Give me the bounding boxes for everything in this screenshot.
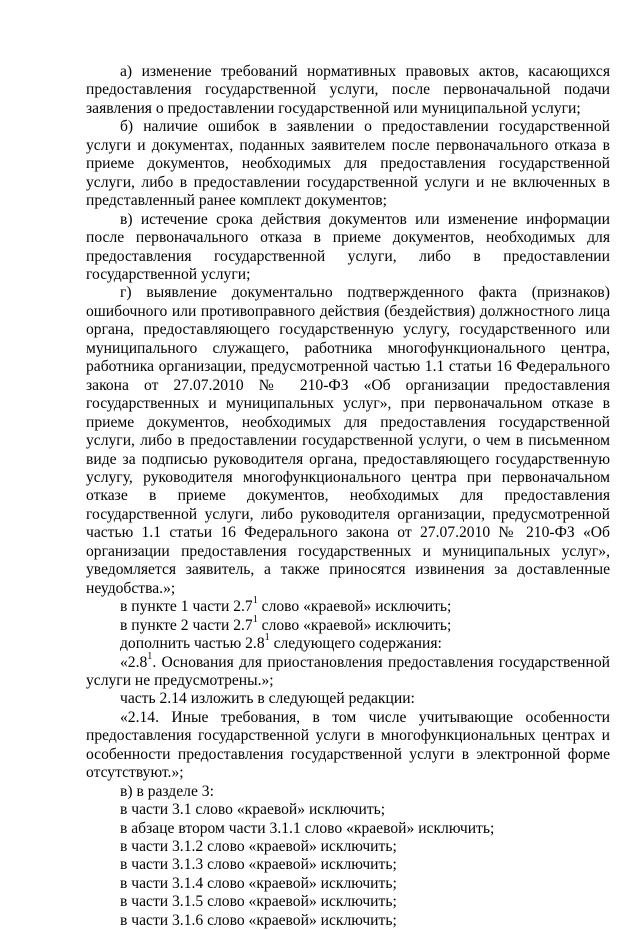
text-segment: в пункте 1 части 2.7 — [120, 598, 253, 616]
paragraph-part-3-1-2: в части 3.1.2 слово «краевой» исключить; — [120, 838, 397, 856]
paragraph-a: а) изменение требований нормативных правовых актов, касающихся предоставления государственной услуги, после первоначальной подачи заявления о предоставлении государственной или муниципальной услуги; — [86, 63, 610, 117]
paragraph-part-2-8-1-content — [86, 650, 610, 691]
paragraph-part-2-14-intro: часть 2.14 изложить в следующей редакции: — [120, 690, 415, 708]
paragraph-g: г) выявление документально подтвержденного факта (признаков) ошибочного или противоправного действия (бездействия) должностного лица органа, предоставляющего государственную услугу, государственного или муниципального служащего, работника многофункционального центра, работника организации, предусмотренной частью 1.1 статьи 16 Федерального закона от 27.07.2010 № 210-ФЗ «Об организации предоставления государственных и муниципальных услуг», при первоначальном отказе в приеме документов, необходимых для предоставления государственной услуги, либо в предоставлении государственной услуги, о чем в письменном виде за подписью руководителя органа, предоставляющего государственную услугу, руководителя многофункционального центра при первоначальном отказе в приеме документов, необходимых для предоставления государственной услуги, либо руководителя организации, предусмотренной частью 1.1 статьи 16 Федерального закона от 27.07.2010 № 210-ФЗ «Об организации предоставления государственных и муниципальных услуг», уведомляется заявитель, а также приносятся извинения за доставленные неудобства.»; — [86, 284, 610, 597]
text-segment: в пункте 2 части 2.7 — [120, 616, 253, 634]
superscript: 1 — [252, 595, 258, 607]
paragraph-part-3-1: в части 3.1 слово «краевой» исключить; — [120, 801, 386, 819]
paragraph-b: б) наличие ошибок в заявлении о предоставлении государственной услуги и документах, поданных заявителем после первоначального отказа в приеме документов, необходимых для предоставления государственной услуги, либо в предоставлении государственной услуги и не включенных в представленный ранее комплект документов; — [86, 118, 610, 210]
paragraph-point-2-part-2-7-1 — [86, 613, 610, 635]
document-body — [86, 63, 610, 930]
paragraph-part-3-1-6: в части 3.1.6 слово «краевой» исключить; — [120, 911, 397, 929]
text-segment: слово «краевой» исключить; — [257, 598, 452, 616]
superscript: 1 — [252, 613, 258, 625]
text-segment: слово «краевой» исключить; — [257, 616, 452, 634]
paragraph-part-3-1-3: в части 3.1.3 слово «краевой» исключить; — [120, 856, 397, 874]
paragraph-part-3-1-5: в части 3.1.5 слово «краевой» исключить; — [120, 893, 397, 911]
paragraph-v: в) истечение срока действия документов или изменение информации после первоначального отказа в приеме документов, необходимых для предоставления государственной услуги, либо в предоставлении государственной услуги; — [86, 210, 610, 283]
superscript: 1 — [147, 650, 153, 662]
paragraph-point-1-part-2-7-1 — [86, 595, 610, 616]
paragraph-part-2-14-content: «2.14. Иные требования, в том числе учитывающие особенности предоставления государственной услуги в многофункциональных центрах и особенности предоставления государственной услуги в электронной форме отсутствуют.»; — [86, 708, 610, 782]
text-segment: . Основания для приостановления предоставления государственной услуги не предусмотрены.»; — [86, 653, 610, 689]
superscript: 1 — [264, 632, 270, 644]
text-segment: следующего содержания: — [269, 635, 442, 653]
paragraph-section-3: в) в разделе 3: — [120, 782, 214, 800]
paragraph-part-3-1-1: в абзаце втором части 3.1.1 слово «краевой» исключить; — [120, 819, 495, 837]
text-segment: «2.8 — [120, 653, 148, 671]
paragraph-add-part-2-8-1 — [86, 632, 610, 653]
text-segment: дополнить частью 2.8 — [120, 635, 265, 653]
paragraph-part-3-1-4: в части 3.1.4 слово «краевой» исключить; — [120, 874, 397, 892]
